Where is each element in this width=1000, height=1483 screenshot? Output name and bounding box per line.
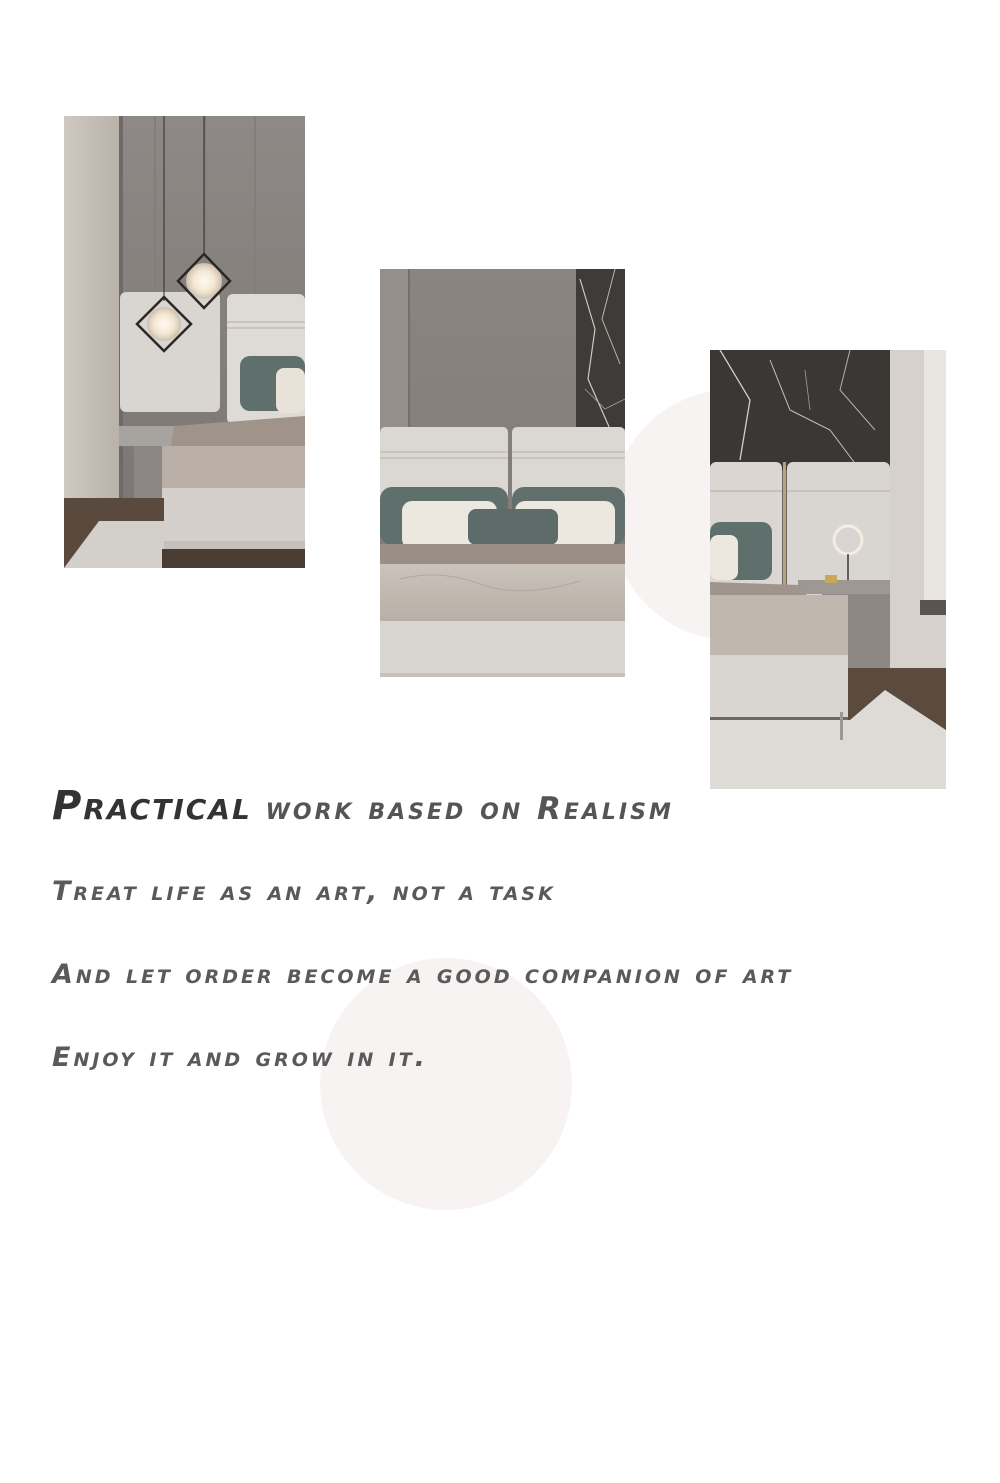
headline-rest: work based on Realism <box>265 791 674 827</box>
headline <box>52 783 674 829</box>
tagline-3: Enjoy it and grow in it. <box>52 1042 428 1073</box>
tagline-1: Treat life as an art, not a task <box>52 876 556 907</box>
tagline-2: And let order become a good companion of art <box>52 959 794 990</box>
decor-circle-bottom <box>320 958 572 1210</box>
headline-lead: Practical <box>52 783 252 829</box>
bedroom-photo-bed-front <box>380 269 625 677</box>
bedroom-photo-pendant-lights <box>64 116 305 568</box>
bedroom-photo-marble-wall <box>710 350 946 789</box>
